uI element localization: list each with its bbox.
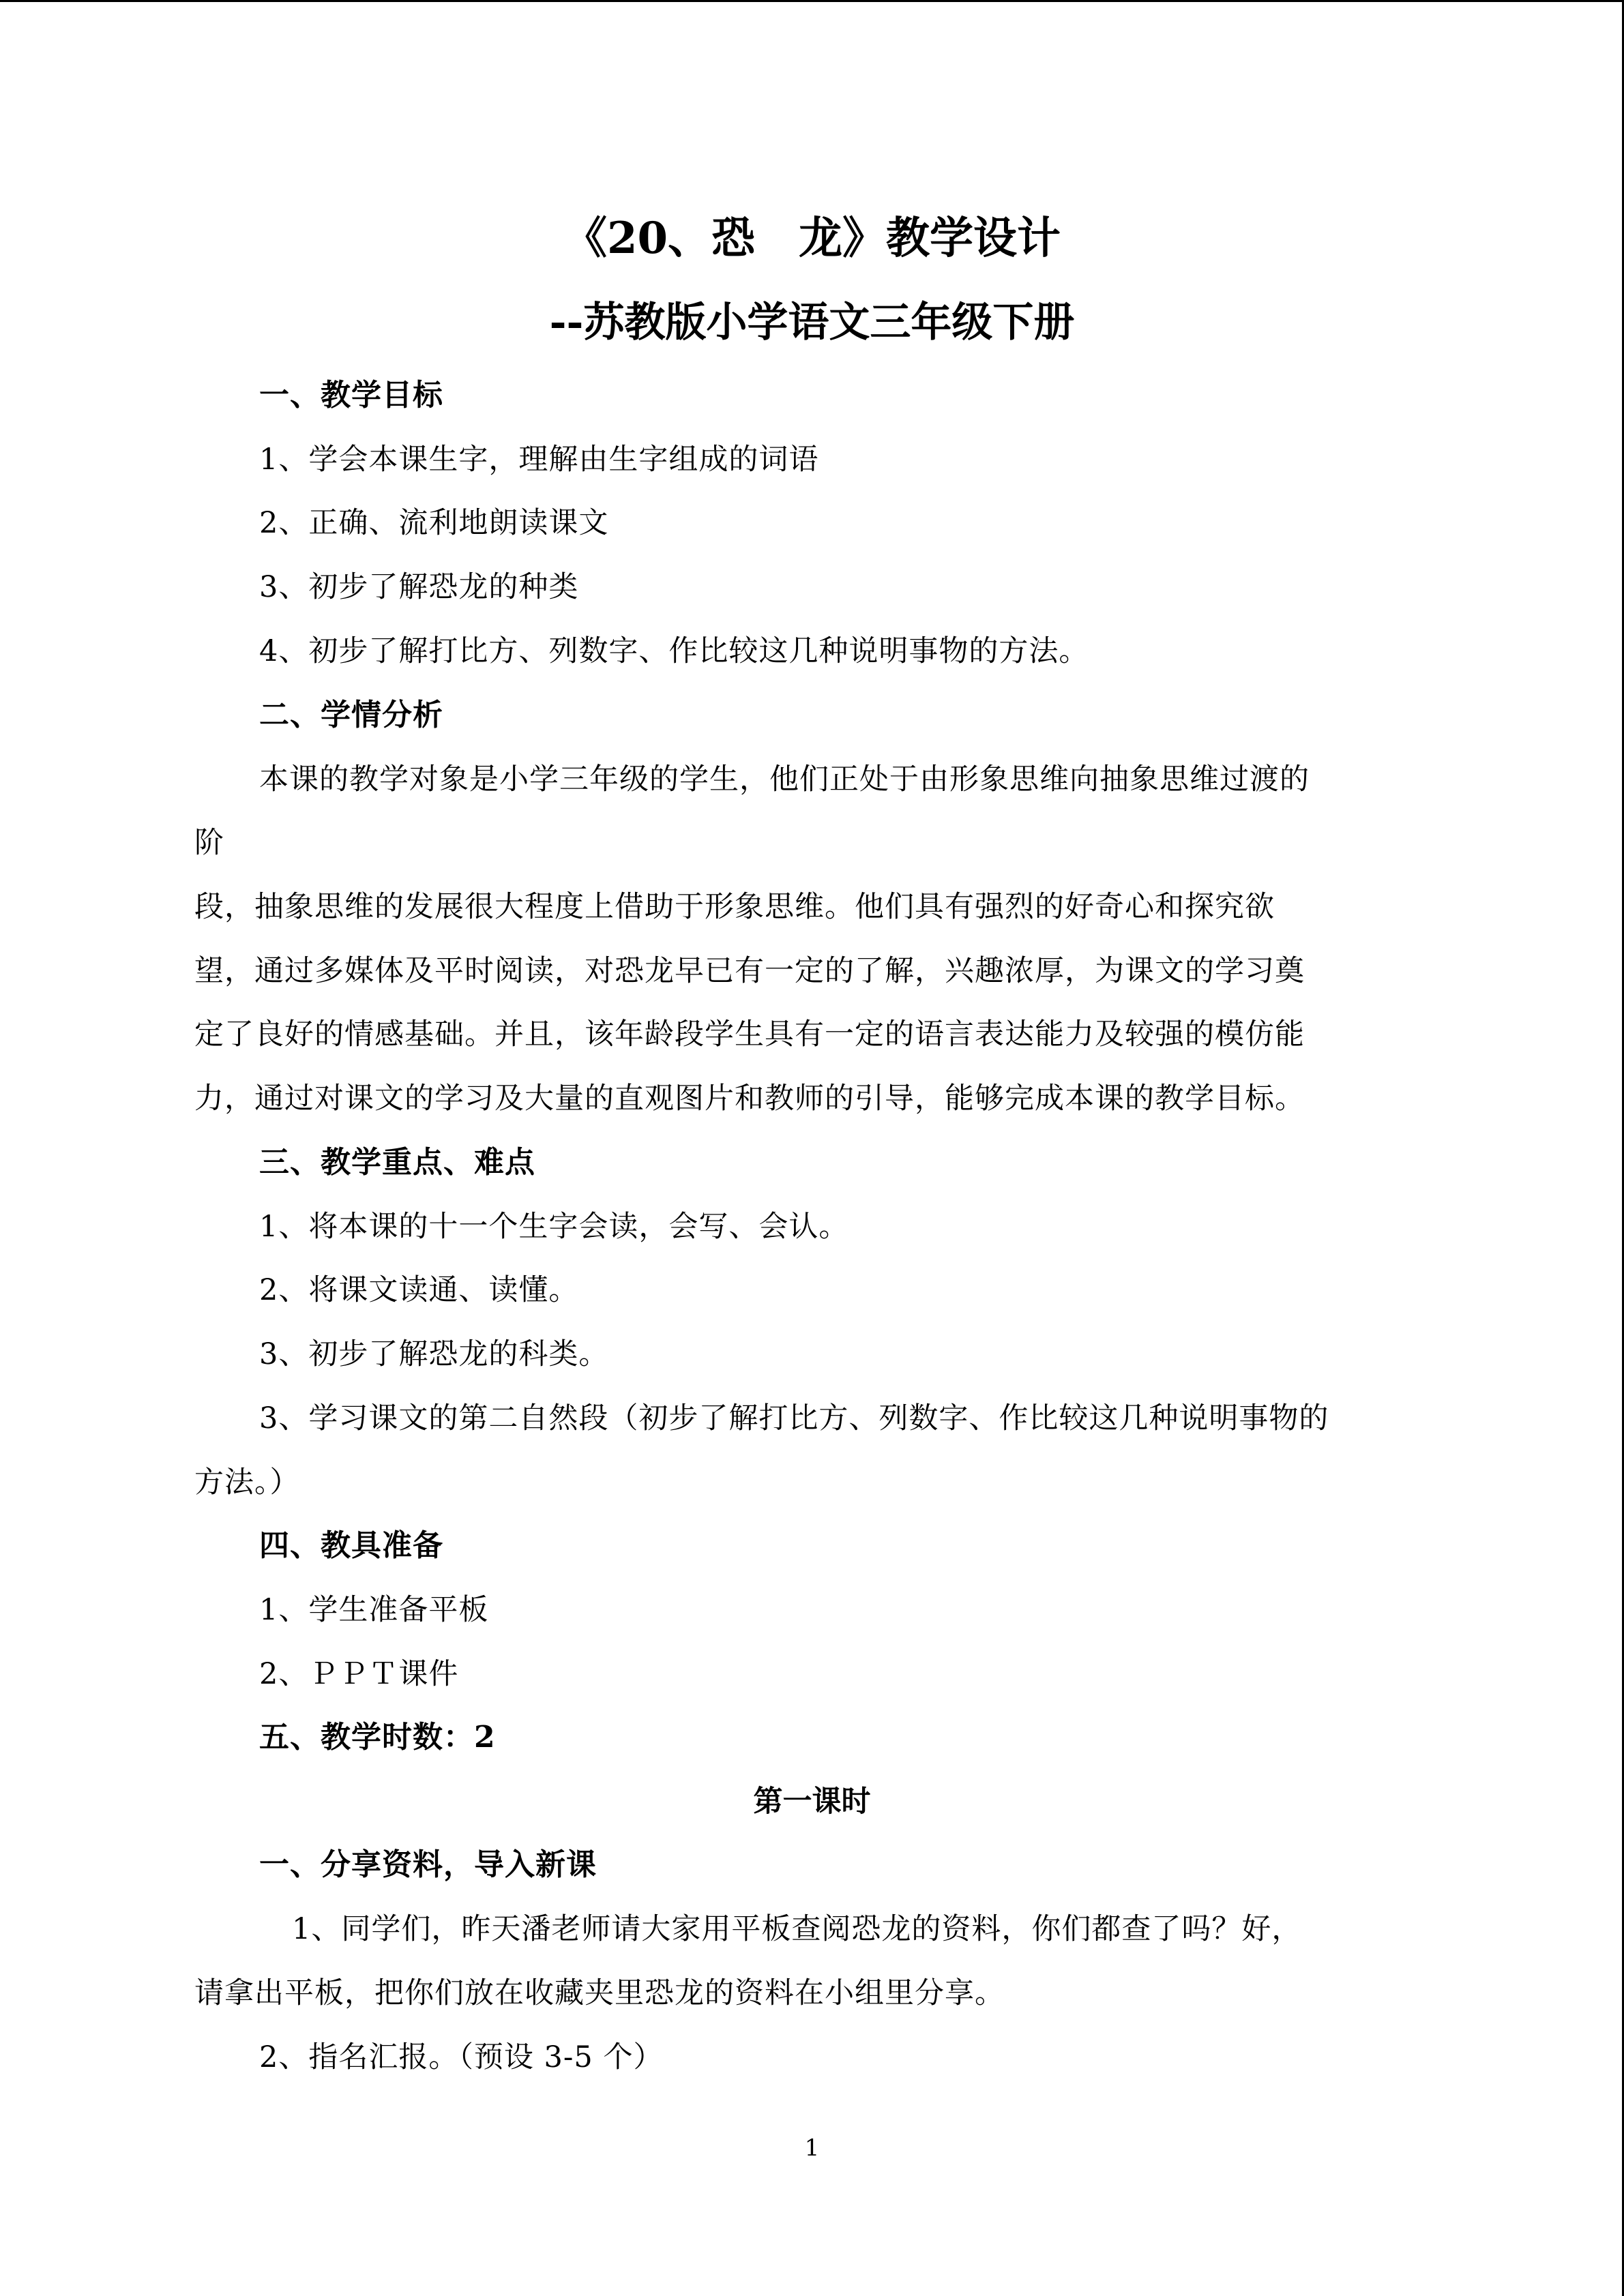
document-subtitle: --苏教版小学语文三年级下册 — [549, 299, 1075, 346]
lesson-line: 2、指名汇报。（预设 3-5 个） — [259, 2040, 664, 2074]
goal-item: 2、正确、流利地朗读课文 — [259, 506, 609, 540]
section-heading-materials: 四、教具准备 — [259, 1528, 443, 1563]
material-item: 1、学生准备平板 — [259, 1593, 489, 1627]
section-heading-learner-analysis: 二、学情分析 — [259, 698, 443, 732]
key-point-item: 3、学习课文的第二自然段（初步了解打比方、列数字、作比较这几种说明事物的 — [259, 1401, 1329, 1435]
document-title: 《20、恐 龙》教学设计 — [563, 213, 1061, 264]
lesson-line: 请拿出平板，把你们放在收藏夹里恐龙的资料在小组里分享。 — [194, 1976, 1005, 2010]
lesson-title: 第一课时 — [753, 1785, 871, 1819]
page-border-top — [0, 0, 1624, 2]
goal-item: 1、学会本课生字，理解由生字组成的词语 — [259, 443, 819, 477]
page-number: 1 — [804, 2134, 820, 2162]
key-point-item: 1、将本课的十一个生字会读，会写、会认。 — [259, 1210, 849, 1244]
key-point-item: 2、将课文读通、读懂。 — [259, 1273, 579, 1307]
lesson-step-heading: 一、分享资料，导入新课 — [259, 1847, 597, 1882]
material-item: 2、ＰＰＴ课件 — [259, 1657, 459, 1691]
analysis-line: 望，通过多媒体及平时阅读，对恐龙早已有一定的了解，兴趣浓厚，为课文的学习奠 — [194, 954, 1305, 988]
lesson-line: 1、同学们，昨天潘老师请大家用平板查阅恐龙的资料，你们都查了吗？好， — [292, 1912, 1302, 1946]
analysis-line: 定了良好的情感基础。并且，该年龄段学生具有一定的语言表达能力及较强的模仿能 — [194, 1017, 1305, 1052]
key-point-item: 3、初步了解恐龙的科类。 — [259, 1337, 609, 1371]
section-heading-class-hours: 五、教学时数：2 — [259, 1720, 496, 1755]
analysis-line: 本课的教学对象是小学三年级的学生，他们正处于由形象思维向抽象思维过渡的 — [259, 762, 1310, 796]
analysis-line: 段，抽象思维的发展很大程度上借助于形象思维。他们具有强烈的好奇心和探究欲 — [194, 890, 1275, 924]
key-point-item: 方法。） — [194, 1465, 300, 1500]
analysis-line: 力，通过对课文的学习及大量的直观图片和教师的引导，能够完成本课的教学目标。 — [194, 1082, 1305, 1116]
section-heading-key-points: 三、教学重点、难点 — [259, 1145, 535, 1180]
goal-item: 4、初步了解打比方、列数字、作比较这几种说明事物的方法。 — [259, 634, 1089, 668]
goal-item: 3、初步了解恐龙的种类 — [259, 570, 579, 604]
analysis-line: 阶 — [194, 826, 224, 860]
section-heading-teaching-goals: 一、教学目标 — [259, 378, 443, 413]
